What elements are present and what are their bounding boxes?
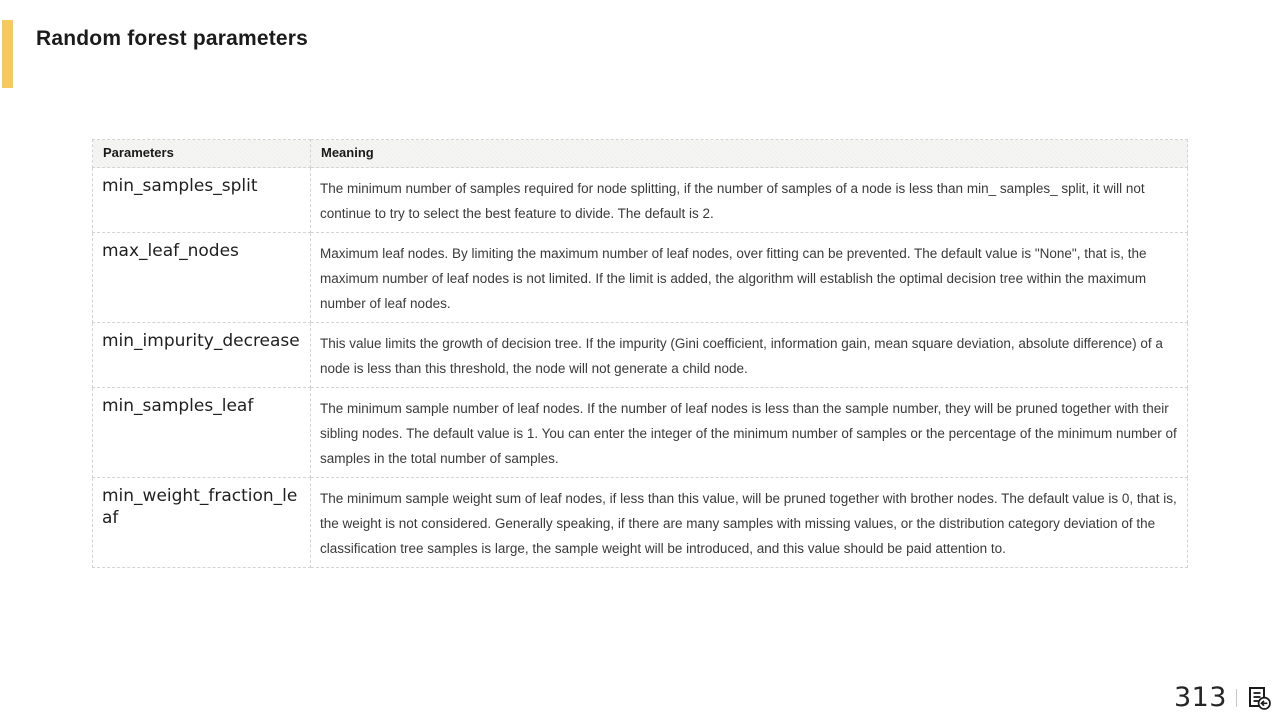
- table-row: [93, 323, 1188, 388]
- table-row: [93, 388, 1188, 478]
- parameter-meaning: This value limits the growth of decision tree. If the impurity (Gini coefficient, information gain, mean square deviation, absolute difference) of a node is less than this threshold, the node will not generate a child node.: [311, 323, 1188, 388]
- parameter-meaning: The minimum sample weight sum of leaf nodes, if less than this value, will be pruned together with brother nodes. The default value is 0, that is, the weight is not considered. Generally speaking, if there are many samples with missing values, or the distribution category deviation of the classification tree samples is large, the sample weight will be introduced, and this value should be paid attention to.: [311, 478, 1188, 568]
- column-header-parameters: Parameters: [93, 140, 311, 168]
- parameter-name: min_samples_split: [93, 168, 311, 233]
- table-header-row: [93, 140, 1188, 168]
- parameter-name: min_samples_leaf: [93, 388, 311, 478]
- parameter-meaning: Maximum leaf nodes. By limiting the maximum number of leaf nodes, over fitting can be prevented. The default value is "None", that is, the maximum number of leaf nodes is not limited. If the limit is added, the algorithm will establish the optimal decision tree within the maximum number of leaf nodes.: [311, 233, 1188, 323]
- page-footer: [1174, 684, 1272, 711]
- return-to-contents-icon[interactable]: [1246, 685, 1272, 711]
- parameters-table-container: [92, 139, 1188, 568]
- page-title: Random forest parameters: [36, 27, 309, 50]
- footer-divider: [1236, 689, 1237, 707]
- table-row: [93, 168, 1188, 233]
- table-body: [93, 168, 1188, 568]
- parameter-meaning: The minimum number of samples required for node splitting, if the number of samples of a node is less than min_ samples_ split, it will not continue to try to select the best feature to divide. The default is 2.: [311, 168, 1188, 233]
- parameter-name: max_leaf_nodes: [93, 233, 311, 323]
- column-header-meaning: Meaning: [311, 140, 1188, 168]
- parameter-name: min_weight_fraction_leaf: [93, 478, 311, 568]
- parameter-name: min_impurity_decrease: [93, 323, 311, 388]
- parameters-table: [92, 139, 1188, 568]
- table-row: [93, 478, 1188, 568]
- table-row: [93, 233, 1188, 323]
- accent-bar: [2, 20, 13, 88]
- page-number: 313: [1173, 682, 1227, 713]
- parameter-meaning: The minimum sample number of leaf nodes. If the number of leaf nodes is less than the sample number, they will be pruned together with their sibling nodes. The default value is 1. You can enter the integer of the minimum number of samples or the percentage of the minimum number of samples in the total number of samples.: [311, 388, 1188, 478]
